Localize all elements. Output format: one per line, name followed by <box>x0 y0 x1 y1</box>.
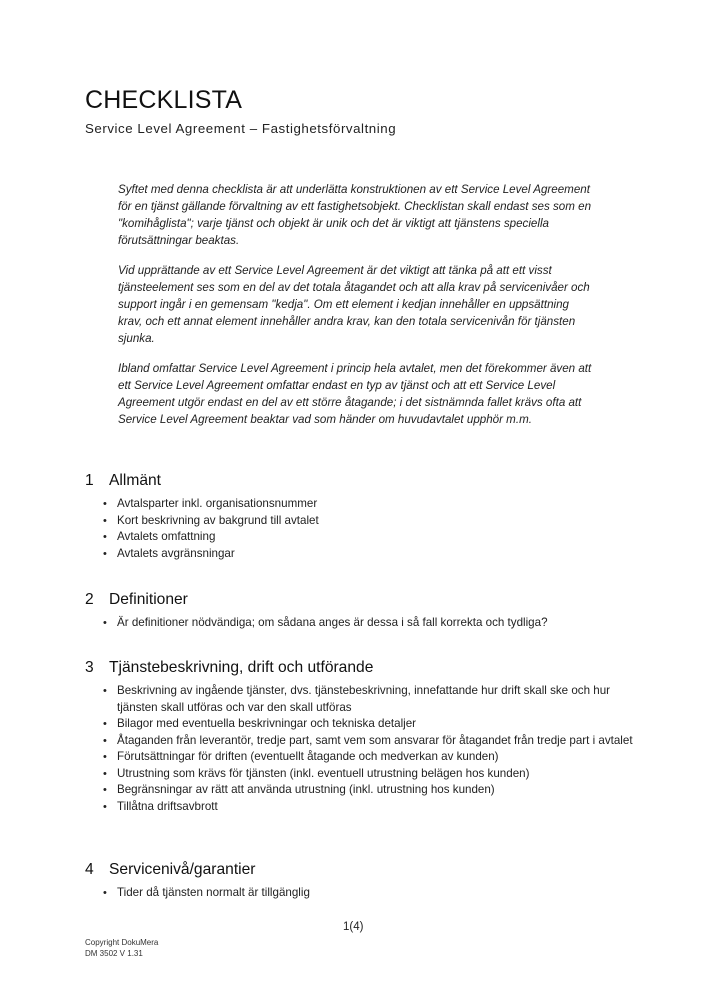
intro-text <box>118 181 593 441</box>
bullet-icon: • <box>103 718 107 730</box>
bullet-icon: • <box>103 751 107 763</box>
bullet-icon: • <box>103 784 107 796</box>
section-title: Definitioner <box>109 591 188 608</box>
list-item: • Kort beskrivning av bakgrund till avtalet <box>103 513 637 530</box>
checklist <box>85 496 645 562</box>
bullet-icon: • <box>103 734 107 747</box>
list-item: • Avtalsparter inkl. organisationsnummer <box>103 496 637 513</box>
section-number: 1 <box>85 472 94 489</box>
list-item: • Avtalets avgränsningar <box>103 546 637 563</box>
list-item: • Tider då tjänsten normalt är tillgänglig <box>103 885 637 902</box>
list-item: • Beskrivning av ingående tjänster, dvs. tjänstebeskrivning, innefattande hur drift skall ske och hur tjänsten skall utföras och var den skall utföras <box>103 684 611 714</box>
checklist <box>85 885 645 902</box>
document-title: CHECKLISTA <box>85 86 243 114</box>
section-title: Servicenivå/garantier <box>109 861 256 878</box>
bullet-icon: • <box>103 498 107 510</box>
bullet-icon: • <box>103 800 107 813</box>
checklist <box>85 683 645 815</box>
bullet-icon: • <box>103 531 107 543</box>
section-serviceniva <box>85 859 645 902</box>
bullet-icon: • <box>103 547 107 560</box>
section-heading <box>85 859 645 881</box>
bullet-icon: • <box>103 514 107 527</box>
section-title: Allmänt <box>109 472 161 489</box>
section-number: 2 <box>85 591 94 608</box>
section-definitioner <box>85 589 645 632</box>
footer <box>85 937 158 959</box>
section-title: Tjänstebeskrivning, drift och utförande <box>109 659 374 676</box>
document-subtitle: Service Level Agreement – Fastighetsförvaltning <box>85 121 397 136</box>
intro-paragraph: Syftet med denna checklista är att underlätta konstruktionen av ett Service Level Agreement för en tjänst gällande förvaltning av ett fastighetsobjekt. Checklistan skall endast ses som en "komihåglista"; varje tjänst och objekt är unik och det är viktigt att tjänstens speciella förutsättningar beaktas. <box>118 183 592 247</box>
section-heading <box>85 470 645 492</box>
bullet-icon: • <box>103 617 107 629</box>
list-item: • Bilagor med eventuella beskrivningar och tekniska detaljer <box>103 716 637 733</box>
section-number: 4 <box>85 861 94 878</box>
list-item: • Förutsättningar för driften (eventuellt åtagande och medverkan av kunden) <box>103 749 637 766</box>
list-item: • Avtalets omfattning <box>103 529 637 546</box>
intro-paragraph: Ibland omfattar Service Level Agreement i princip hela avtalet, men det förekommer även att ett Service Level Agreement omfattar endast en typ av tjänst och att ett Service Level Agreement utgör endast en del av ett större åtagande; i det sistnämnda fallet krävs ofta att Service Level Agreement beaktar vad som händer om huvudavtalet upphör m.m. <box>118 362 592 426</box>
section-heading <box>85 589 645 611</box>
bullet-icon: • <box>103 685 107 697</box>
section-tjanstebeskrivning <box>85 657 645 815</box>
intro-paragraph: Vid upprättande av ett Service Level Agreement är det viktigt att tänka på att ett visst tjänsteelement ses som en del av det totala åtagandet och att alla krav på servicenivåer och support ingår i en gemensam "kedja". Om ett element i kedjan innehåller en uppsättning krav, och ett annat element innehåller andra krav, kan den totala servicenivån för tjänsten sjunka. <box>118 264 590 345</box>
list-item: • Är definitioner nödvändiga; om sådana anges är dessa i så fall korrekta och tydliga? <box>103 615 637 632</box>
footer-copyright: Copyright DokuMera <box>85 938 159 947</box>
bullet-icon: • <box>103 767 107 780</box>
section-heading <box>85 657 645 679</box>
page-number: 1(4) <box>343 921 364 933</box>
checklist <box>85 615 645 632</box>
list-item: • Åtaganden från leverantör, tredje part, samt vem som ansvarar för åtagandet från tredje part i avtalet <box>103 733 637 750</box>
bullet-icon: • <box>103 887 107 899</box>
list-item: • Utrustning som krävs för tjänsten (inkl. eventuell utrustning belägen hos kunden) <box>103 766 637 783</box>
section-number: 3 <box>85 659 94 676</box>
section-allmant <box>85 470 645 562</box>
footer-doc-id: DM 3502 V 1.31 <box>85 949 143 958</box>
list-item: • Begränsningar av rätt att använda utrustning (inkl. utrustning hos kunden) <box>103 782 637 799</box>
list-item: • Tillåtna driftsavbrott <box>103 799 637 816</box>
